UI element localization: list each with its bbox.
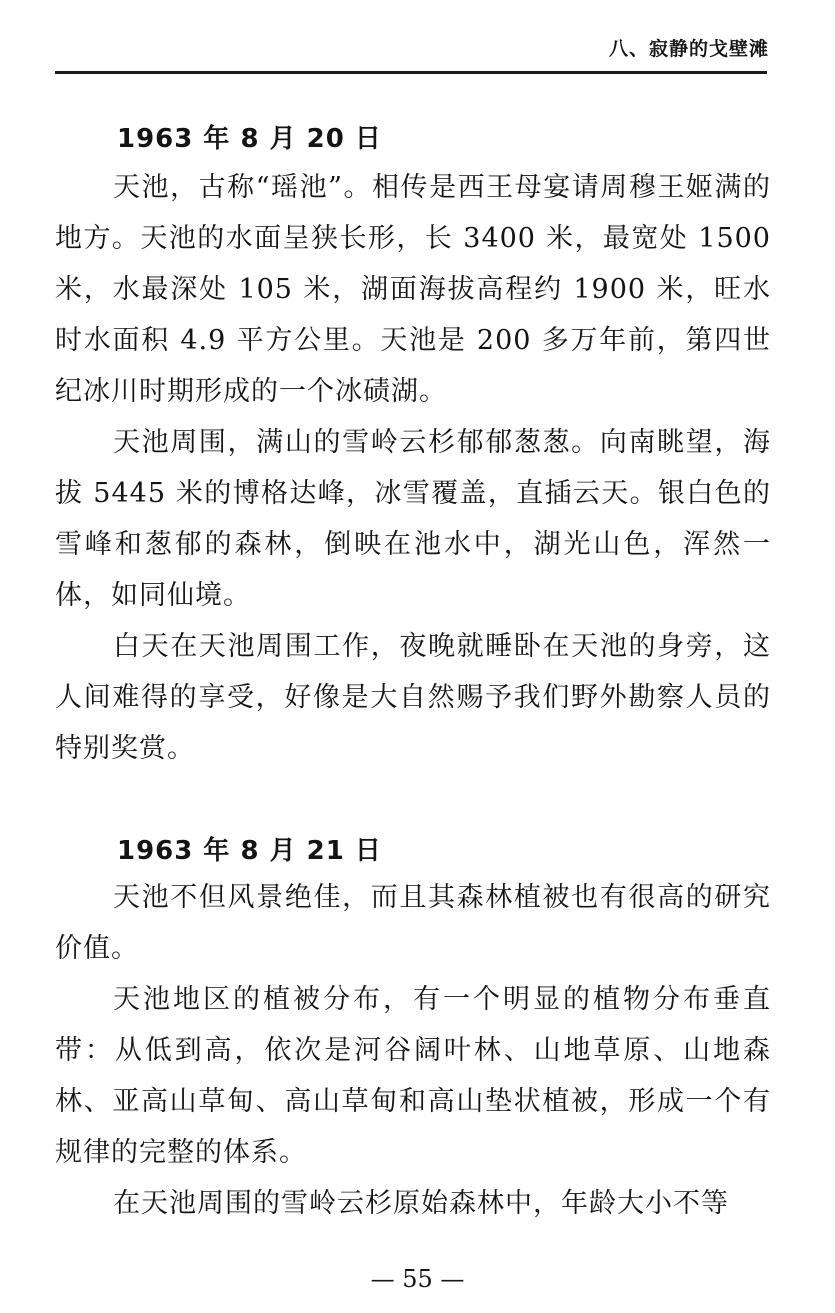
header-rule <box>55 71 767 74</box>
entry-1-paragraph-1: 天池，古称“瑶池”。相传是西王母宴请周穆王姬满的地方。天池的水面呈狭长形，长 3400 米，最宽处 1500 米，水最深处 105 米，湖面海拔高程约 1900 米，旺水时水面积 4.9 平方公里。天池是 200 多万年前，第四世纪冰川时期形成的一个冰碛湖。 <box>55 172 771 407</box>
entry-1-paragraph-3: 白天在天池周围工作，夜晚就睡卧在天池的身旁，这人间难得的享受，好像是大自然赐予我们野外勘察人员的特别奖赏。 <box>55 631 771 764</box>
entry-2-paragraph-2: 天池地区的植被分布，有一个明显的植物分布垂直带：从低到高，依次是河谷阔叶林、山地草原、山地森林、亚高山草甸、高山草甸和高山垫状植被，形成一个有规律的完整的体系。 <box>55 984 771 1168</box>
page-number: — 55 — <box>370 1265 465 1293</box>
entry-2-paragraph-3: 在天池周围的雪岭云杉原始森林中，年龄大小不等 <box>113 1188 729 1219</box>
entry-2-paragraph-1: 天池不但风景绝佳，而且其森林植被也有很高的研究价值。 <box>55 882 771 964</box>
entry-1-paragraph-2: 天池周围，满山的雪岭云杉郁郁葱葱。向南眺望，海拔 5445 米的博格达峰，冰雪覆盖，直插云天。银白色的雪峰和葱郁的森林，倒映在池水中，湖光山色，浑然一体，如同仙境。 <box>55 427 771 611</box>
entry-date-2: 1963 年 8 月 21 日 <box>117 836 382 866</box>
running-head-chapter-title: 八、寂静的戈壁滩 <box>608 38 769 60</box>
entry-date-1: 1963 年 8 月 20 日 <box>117 124 382 154</box>
